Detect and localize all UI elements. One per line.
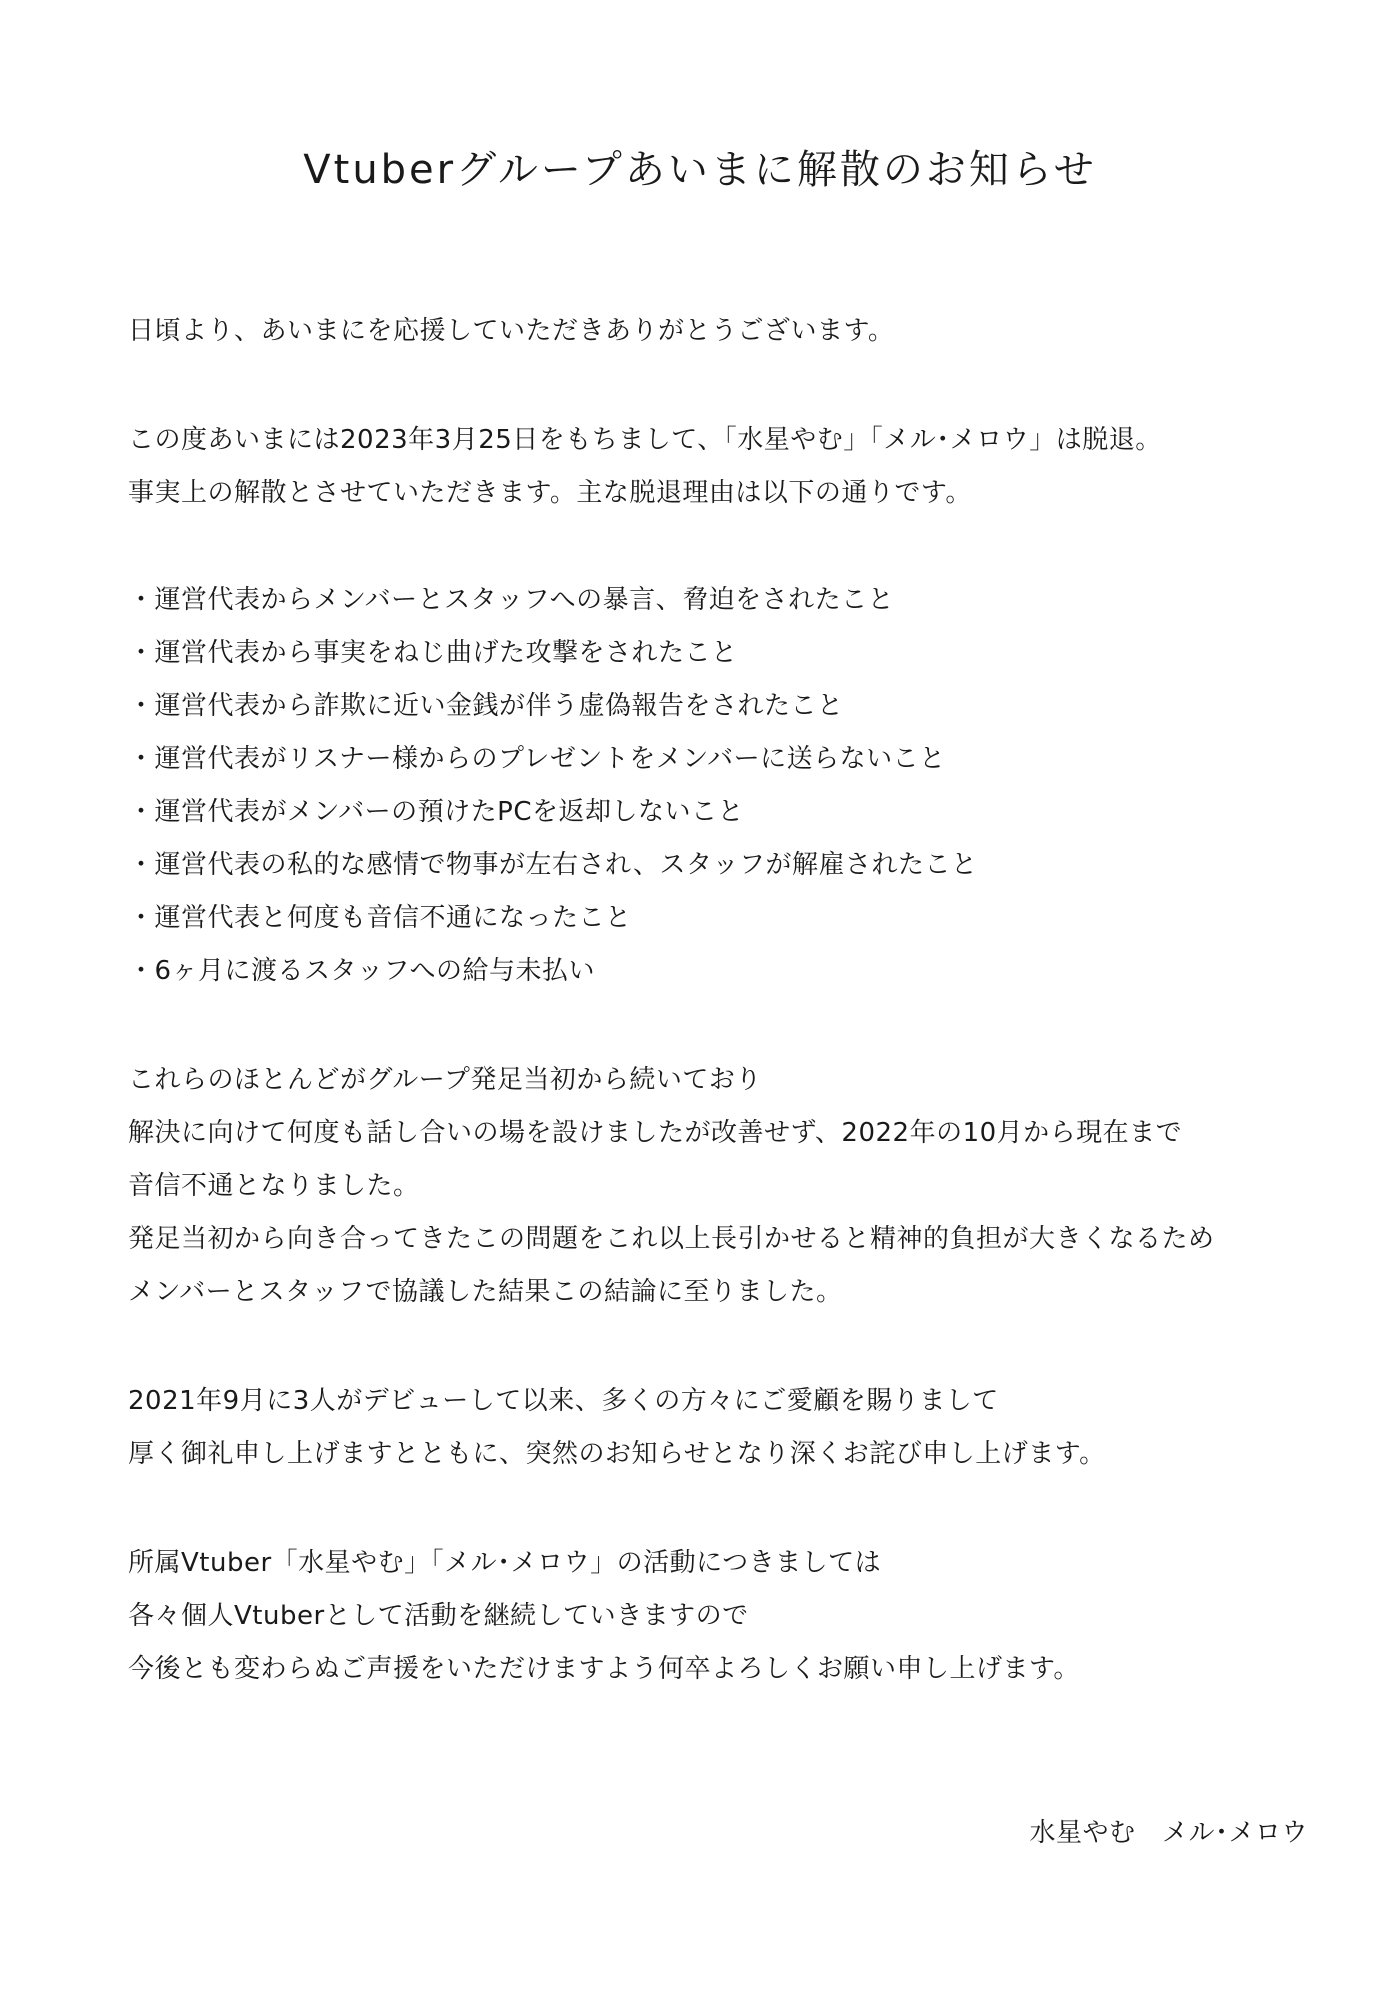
page-title: Vtuberグループあいまに解散のお知らせ [303,147,1097,193]
future-line-2: 各々個人Vtuberとして活動を継続していきますので [128,1601,749,1631]
intro-line-1: この度あいまには2023年3月25日をもちまして、「水星やむ」「メル･メロウ」は脱退。 [128,425,1162,455]
reason-item: ・6ヶ月に渡るスタッフへの給与未払い [128,956,596,986]
greeting-text: 日頃より、あいまにを応援していただきありがとうございます。 [128,316,895,346]
intro-line-2: 事実上の解散とさせていただきます。主な脱退理由は以下の通りです。 [128,478,972,508]
thanks-line-1: 2021年9月に3人がデビューして以来、多くの方々にご愛顧を賜りまして [128,1386,999,1416]
reason-item: ・運営代表からメンバーとスタッフへの暴言、脅迫をされたこと [128,585,895,615]
future-line-3: 今後とも変わらぬご声援をいただけますよう何卒よろしくお願い申し上げます。 [128,1654,1080,1684]
explanation-line-4: 発足当初から向き合ってきたこの問題をこれ以上長引かせると精神的負担が大きくなるため [128,1224,1215,1254]
signature: 水星やむ メル･メロウ [1029,1818,1308,1848]
reason-item: ・運営代表の私的な感情で物事が左右され、スタッフが解雇されたこと [128,850,978,880]
thanks-line-2: 厚く御礼申し上げますとともに、突然のお知らせとなり深くお詫び申し上げます。 [128,1439,1106,1469]
explanation-line-1: これらのほとんどがグループ発足当初から続いており [128,1065,762,1095]
reason-item: ・運営代表がメンバーの預けたPCを返却しないこと [128,797,745,827]
explanation-line-5: メンバーとスタッフで協議した結果この結論に至りました。 [128,1277,843,1307]
reason-item: ・運営代表がリスナー様からのプレゼントをメンバーに送らないこと [128,744,946,774]
explanation-line-2: 解決に向けて何度も話し合いの場を設けましたが改善せず、2022年の10月から現在まで [128,1118,1183,1148]
reason-item: ・運営代表から事実をねじ曲げた攻撃をされたこと [128,638,738,668]
reason-item: ・運営代表と何度も音信不通になったこと [128,903,632,933]
explanation-line-3: 音信不通となりました。 [128,1171,420,1201]
reason-item: ・運営代表から詐欺に近い金銭が伴う虚偽報告をされたこと [128,691,844,721]
future-line-1: 所属Vtuber「水星やむ」「メル･メロウ」の活動につきましては [128,1548,882,1578]
